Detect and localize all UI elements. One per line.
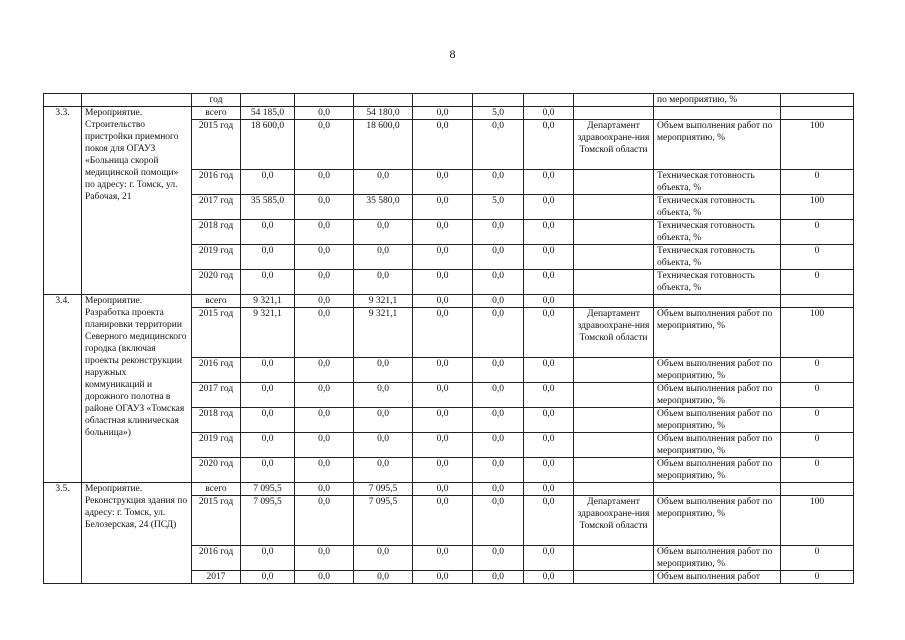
value-cell: 0,0 [354, 270, 413, 295]
indicator-cell: Объем выполнения работ [654, 571, 781, 584]
period-cell: 2019 год [192, 433, 241, 458]
value-cell: 0,0 [413, 107, 473, 120]
executor-cell [574, 383, 654, 408]
indicator-cell: Объем выполнения работ по мероприятию, % [654, 408, 781, 433]
value-cell: 0,0 [354, 571, 413, 584]
value-cell: 5,0 [473, 195, 524, 220]
period-cell: всего [192, 483, 241, 496]
value-cell: 0,0 [354, 546, 413, 571]
executor-cell [574, 245, 654, 270]
value-cell: 0,0 [354, 383, 413, 408]
value-cell: 0,0 [413, 220, 473, 245]
value-cell: 0,0 [413, 195, 473, 220]
period-cell: 2016 год [192, 358, 241, 383]
value-cell: 0,0 [413, 483, 473, 496]
value-cell: 0,0 [473, 571, 524, 584]
value-cell: 0,0 [413, 571, 473, 584]
period-cell: 2020 год [192, 270, 241, 295]
indicator-cell: Техническая готовность объекта, % [654, 195, 781, 220]
total-cell: 0,0 [241, 546, 295, 571]
total-cell: 0,0 [241, 458, 295, 483]
total-cell: 0,0 [241, 220, 295, 245]
executor-cell [574, 195, 654, 220]
value-cell: 0,0 [295, 245, 354, 270]
value-cell: 0,0 [473, 458, 524, 483]
value-cell: 0,0 [295, 433, 354, 458]
target-cell: 0 [781, 383, 854, 408]
value-cell: 0,0 [413, 170, 473, 195]
target-cell: 100 [781, 195, 854, 220]
indicator-cell: Объем выполнения работ по мероприятию, % [654, 383, 781, 408]
target-cell [781, 295, 854, 308]
executor-cell [574, 270, 654, 295]
period-cell: 2015 год [192, 308, 241, 358]
value-cell: 0,0 [413, 270, 473, 295]
value-cell: 0,0 [295, 270, 354, 295]
value-cell: 0,0 [524, 120, 574, 170]
total-cell: 0,0 [241, 245, 295, 270]
value-cell: 0,0 [354, 245, 413, 270]
budget-table [43, 93, 854, 584]
value-cell: 0,0 [295, 383, 354, 408]
indicator-cell: Объем выполнения работ по мероприятию, % [654, 308, 781, 358]
section-title: Мероприятие. Строительство пристройки приемного покоя для ОГАУЗ «Больница скорой медицинской помощи» по адресу: г. Томск, ул. Рабочая, 21 [82, 107, 192, 295]
value-cell: 0,0 [413, 245, 473, 270]
executor-cell: Департамент здравоохране-ния Томской области [574, 120, 654, 170]
value-cell: 0,0 [524, 496, 574, 546]
value-cell: 0,0 [413, 308, 473, 358]
value-cell: 0,0 [473, 546, 524, 571]
value-cell: 0,0 [295, 571, 354, 584]
continuation-row [44, 94, 854, 107]
period-cell: 2016 год [192, 546, 241, 571]
indicator-cell: Техническая готовность объекта, % [654, 245, 781, 270]
period-cell: 2018 год [192, 220, 241, 245]
executor-cell [574, 220, 654, 245]
value-cell: 0,0 [413, 408, 473, 433]
value-cell: 0,0 [473, 358, 524, 383]
value-cell: 0,0 [473, 408, 524, 433]
indicator-cell: Объем выполнения работ по мероприятию, % [654, 546, 781, 571]
value-cell: 0,0 [295, 458, 354, 483]
target-cell: 100 [781, 120, 854, 170]
total-cell: 0,0 [241, 170, 295, 195]
value-cell: 9 321,1 [354, 295, 413, 308]
total-cell: 0,0 [241, 571, 295, 584]
total-cell: 0,0 [241, 383, 295, 408]
total-cell: 9 321,1 [241, 308, 295, 358]
indicator-cell: Объем выполнения работ по мероприятию, % [654, 458, 781, 483]
value-cell: 35 580,0 [354, 195, 413, 220]
value-cell: 0,0 [473, 483, 524, 496]
value-cell: 0,0 [354, 433, 413, 458]
value-cell: 0,0 [473, 170, 524, 195]
period-cell: 2016 год [192, 170, 241, 195]
value-cell: 0,0 [524, 571, 574, 584]
total-cell: 7 095,5 [241, 496, 295, 546]
value-cell: 0,0 [354, 170, 413, 195]
value-cell: 0,0 [524, 245, 574, 270]
period-cell: 2015 год [192, 496, 241, 546]
executor-cell [574, 458, 654, 483]
executor-cell [574, 571, 654, 584]
indicator-cell: Объем выполнения работ по мероприятию, % [654, 120, 781, 170]
value-cell: 0,0 [295, 107, 354, 120]
indicator-cell [654, 483, 781, 496]
value-cell: 0,0 [473, 295, 524, 308]
target-cell: 100 [781, 496, 854, 546]
value-cell: 0,0 [295, 308, 354, 358]
value-cell: 0,0 [354, 408, 413, 433]
period-cell: всего [192, 295, 241, 308]
period-cell: 2019 год [192, 245, 241, 270]
target-cell [781, 483, 854, 496]
executor-cell [574, 107, 654, 120]
target-cell: 100 [781, 308, 854, 358]
value-cell: 0,0 [295, 120, 354, 170]
value-cell: 0,0 [295, 496, 354, 546]
value-cell: 0,0 [524, 195, 574, 220]
section-code: 3.5. [44, 483, 82, 584]
value-cell: 0,0 [524, 170, 574, 195]
value-cell: 0,0 [295, 295, 354, 308]
executor-cell [574, 358, 654, 383]
period-cell: 2018 год [192, 408, 241, 433]
page-number: 8 [449, 47, 456, 61]
value-cell: 0,0 [295, 195, 354, 220]
indicator-cell: Техническая готовность объекта, % [654, 270, 781, 295]
total-cell: 18 600,0 [241, 120, 295, 170]
target-cell: 0 [781, 270, 854, 295]
value-cell: 0,0 [524, 220, 574, 245]
value-cell: 0,0 [473, 270, 524, 295]
executor-cell [574, 546, 654, 571]
target-cell [781, 107, 854, 120]
executor-cell [574, 170, 654, 195]
value-cell: 0,0 [473, 433, 524, 458]
value-cell: 0,0 [473, 308, 524, 358]
value-cell: 18 600,0 [354, 120, 413, 170]
target-cell: 0 [781, 458, 854, 483]
executor-cell [574, 483, 654, 496]
value-cell: 0,0 [473, 245, 524, 270]
value-cell: 9 321,1 [354, 308, 413, 358]
target-cell: 0 [781, 170, 854, 195]
executor-cell [574, 295, 654, 308]
value-cell: 54 180,0 [354, 107, 413, 120]
table-row [44, 107, 854, 120]
value-cell: 0,0 [295, 546, 354, 571]
value-cell: 0,0 [524, 408, 574, 433]
value-cell: 0,0 [473, 120, 524, 170]
total-cell: 54 185,0 [241, 107, 295, 120]
period-cell: 2020 год [192, 458, 241, 483]
indicator-cell: Объем выполнения работ по мероприятию, % [654, 496, 781, 546]
executor-cell [574, 408, 654, 433]
indicator-cell: Объем выполнения работ по мероприятию, % [654, 358, 781, 383]
period-cell: всего [192, 107, 241, 120]
value-cell: 0,0 [295, 220, 354, 245]
total-cell: 0,0 [241, 433, 295, 458]
indicator-cell: Техническая готовность объекта, % [654, 220, 781, 245]
value-cell: 0,0 [524, 383, 574, 408]
value-cell: 0,0 [413, 496, 473, 546]
executor-cell [574, 433, 654, 458]
total-cell: 0,0 [241, 270, 295, 295]
total-cell: 0,0 [241, 408, 295, 433]
value-cell: 0,0 [413, 546, 473, 571]
table-row [44, 483, 854, 496]
target-cell: 0 [781, 546, 854, 571]
value-cell: 0,0 [413, 295, 473, 308]
value-cell: 0,0 [295, 483, 354, 496]
value-cell: 0,0 [413, 433, 473, 458]
indicator-cell [654, 107, 781, 120]
value-cell: 0,0 [473, 496, 524, 546]
target-cell: 0 [781, 433, 854, 458]
executor-cell: Департамент здравоохране-ния Томской области [574, 308, 654, 358]
period-cell: 2017 год [192, 195, 241, 220]
period-cell: 2017 год [192, 383, 241, 408]
target-cell: 0 [781, 408, 854, 433]
value-cell: 0,0 [295, 408, 354, 433]
value-cell: 5,0 [473, 107, 524, 120]
section-code: 3.3. [44, 107, 82, 295]
table-body [44, 94, 854, 584]
period-cell: год [192, 94, 241, 107]
value-cell: 0,0 [413, 383, 473, 408]
total-cell: 7 095,5 [241, 483, 295, 496]
indicator-cell: Объем выполнения работ по мероприятию, % [654, 433, 781, 458]
value-cell: 7 095,5 [354, 496, 413, 546]
value-cell: 0,0 [473, 383, 524, 408]
value-cell: 0,0 [473, 220, 524, 245]
value-cell: 0,0 [413, 120, 473, 170]
value-cell: 0,0 [354, 220, 413, 245]
target-cell: 0 [781, 571, 854, 584]
target-cell: 0 [781, 220, 854, 245]
value-cell: 0,0 [413, 458, 473, 483]
section-title: Мероприятие. Разработка проекта планировки территории Северного медицинского городка (включая проекты реконструкции наружных коммуникаций и дорожного полотна в районе ОГАУЗ «Томская областная клиническая больница») [82, 295, 192, 483]
value-cell: 0,0 [524, 433, 574, 458]
value-cell: 0,0 [524, 107, 574, 120]
value-cell: 0,0 [524, 483, 574, 496]
value-cell: 0,0 [354, 358, 413, 383]
indicator-cell [654, 295, 781, 308]
total-cell: 9 321,1 [241, 295, 295, 308]
value-cell: 7 095,5 [354, 483, 413, 496]
section-code: 3.4. [44, 295, 82, 483]
indicator-cell: по мероприятию, % [654, 94, 781, 107]
value-cell: 0,0 [295, 170, 354, 195]
total-cell: 35 585,0 [241, 195, 295, 220]
value-cell: 0,0 [524, 270, 574, 295]
value-cell: 0,0 [524, 458, 574, 483]
value-cell: 0,0 [524, 295, 574, 308]
value-cell: 0,0 [354, 458, 413, 483]
target-cell: 0 [781, 245, 854, 270]
executor-cell: Департамент здравоохране-ния Томской области [574, 496, 654, 546]
value-cell: 0,0 [295, 358, 354, 383]
value-cell: 0,0 [524, 308, 574, 358]
value-cell: 0,0 [524, 546, 574, 571]
value-cell: 0,0 [413, 358, 473, 383]
section-title: Мероприятие. Реконструкция здания по адресу: г. Томск, ул. Белозерская, 24 (ПСД) [82, 483, 192, 584]
period-cell: 2017 [192, 571, 241, 584]
indicator-cell: Техническая готовность объекта, % [654, 170, 781, 195]
total-cell: 0,0 [241, 358, 295, 383]
table-row [44, 295, 854, 308]
period-cell: 2015 год [192, 120, 241, 170]
target-cell: 0 [781, 358, 854, 383]
value-cell: 0,0 [524, 358, 574, 383]
